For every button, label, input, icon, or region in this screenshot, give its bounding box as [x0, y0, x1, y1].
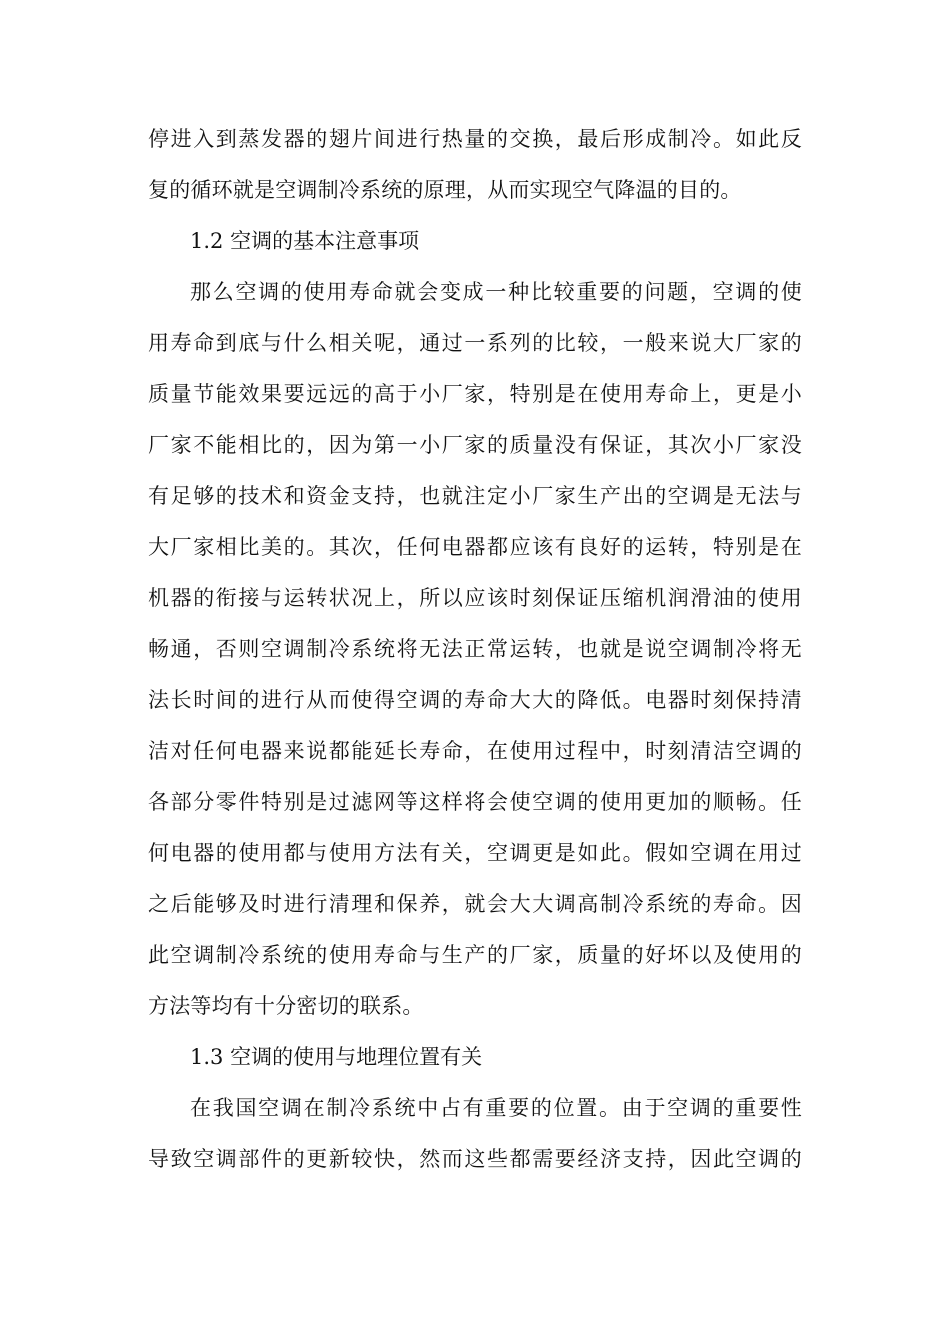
paragraph-1-3: [148, 1083, 802, 1185]
text-line: 停进入到蒸发器的翅片间进行热量的交换，最后形成制冷。如此反: [148, 127, 802, 151]
text-line: 之后能够及时进行清理和保养，就会大大调高制冷系统的寿命。因: [148, 892, 802, 916]
text-line: 厂家不能相比的，因为第一小厂家的质量没有保证，其次小厂家没: [148, 433, 802, 457]
text-line: 质量节能效果要远远的高于小厂家，特别是在使用寿命上，更是小: [148, 382, 802, 406]
text-line: 大厂家相比美的。其次，任何电器都应该有良好的运转，特别是在: [148, 535, 802, 559]
text-line: 何电器的使用都与使用方法有关，空调更是如此。假如空调在用过: [148, 841, 802, 865]
text-line: 复的循环就是空调制冷系统的原理，从而实现空气降温的目的。: [148, 178, 742, 202]
text-line: 畅通，否则空调制冷系统将无法正常运转，也就是说空调制冷将无: [148, 637, 802, 661]
text-line: 方法等均有十分密切的联系。: [148, 994, 424, 1018]
text-line: 在我国空调在制冷系统中占有重要的位置。由于空调的重要性: [190, 1096, 802, 1120]
text-line: 那么空调的使用寿命就会变成一种比较重要的问题，空调的使: [190, 280, 802, 304]
document-body: [148, 114, 802, 1185]
text-line: 有足够的技术和资金支持，也就注定小厂家生产出的空调是无法与: [148, 484, 802, 508]
text-line: 此空调制冷系统的使用寿命与生产的厂家，质量的好坏以及使用的: [148, 943, 802, 967]
paragraph-1-2: [148, 267, 802, 1032]
text-line: 洁对任何电器来说都能延长寿命，在使用过程中，时刻清洁空调的: [148, 739, 802, 763]
section-heading-1-3: 1.3 空调的使用与地理位置有关: [190, 1045, 483, 1069]
text-line: 各部分零件特别是过滤网等这样将会使空调的使用更加的顺畅。任: [148, 790, 802, 814]
text-line: 机器的衔接与运转状况上，所以应该时刻保证压缩机润滑油的使用: [148, 586, 802, 610]
text-line: 法长时间的进行从而使得空调的寿命大大的降低。电器时刻保持清: [148, 688, 802, 712]
text-line: 用寿命到底与什么相关呢，通过一系列的比较，一般来说大厂家的: [148, 331, 802, 355]
paragraph-intro: [148, 114, 802, 216]
section-heading-1-2: 1.2 空调的基本注意事项: [190, 229, 420, 253]
text-line: 导致空调部件的更新较快，然而这些都需要经济支持，因此空调的: [148, 1147, 802, 1171]
